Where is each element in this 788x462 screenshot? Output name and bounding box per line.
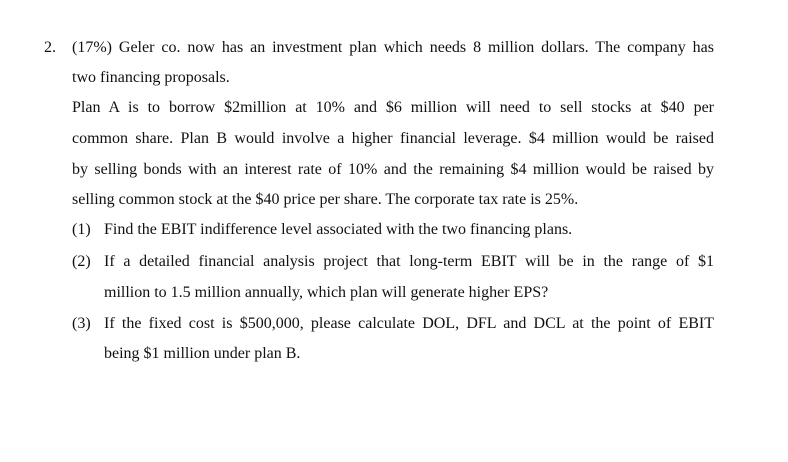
subquestion-3-line-2: being $1 million under plan B. [104, 345, 301, 362]
subquestion-1-line-1: Find the EBIT indifference level associated with the two financing plans. [104, 221, 573, 238]
subquestion-2-line-1: If a detailed financial analysis project that long-term EBIT will be in the range of $1 [104, 253, 714, 270]
plan-paragraph-line-2: common share. Plan B would involve a higher financial leverage. $4 million would be raised [72, 130, 714, 147]
plan-paragraph-line-4: selling common stock at the $40 price per share. The corporate tax rate is 25%. [72, 191, 579, 208]
subquestion-1-label: (1) [72, 221, 91, 238]
plan-paragraph-line-3: by selling bonds with an interest rate of 10% and the remaining $4 million would be raised by [72, 161, 714, 178]
subquestion-2-label: (2) [72, 253, 91, 270]
subquestion-3-label: (3) [72, 315, 91, 332]
question-line-2: two financing proposals. [72, 69, 230, 86]
question-number: 2. [44, 39, 56, 56]
subquestion-2-line-2: million to 1.5 million annually, which plan will generate higher EPS? [104, 284, 549, 301]
plan-paragraph-line-1: Plan A is to borrow $2million at 10% and $6 million will need to sell stocks at $40 per [72, 99, 714, 116]
subquestion-3-line-1: If the fixed cost is $500,000, please calculate DOL, DFL and DCL at the point of EBIT [104, 315, 714, 332]
question-line-1: (17%) Geler co. now has an investment plan which needs 8 million dollars. The company has [72, 39, 714, 56]
